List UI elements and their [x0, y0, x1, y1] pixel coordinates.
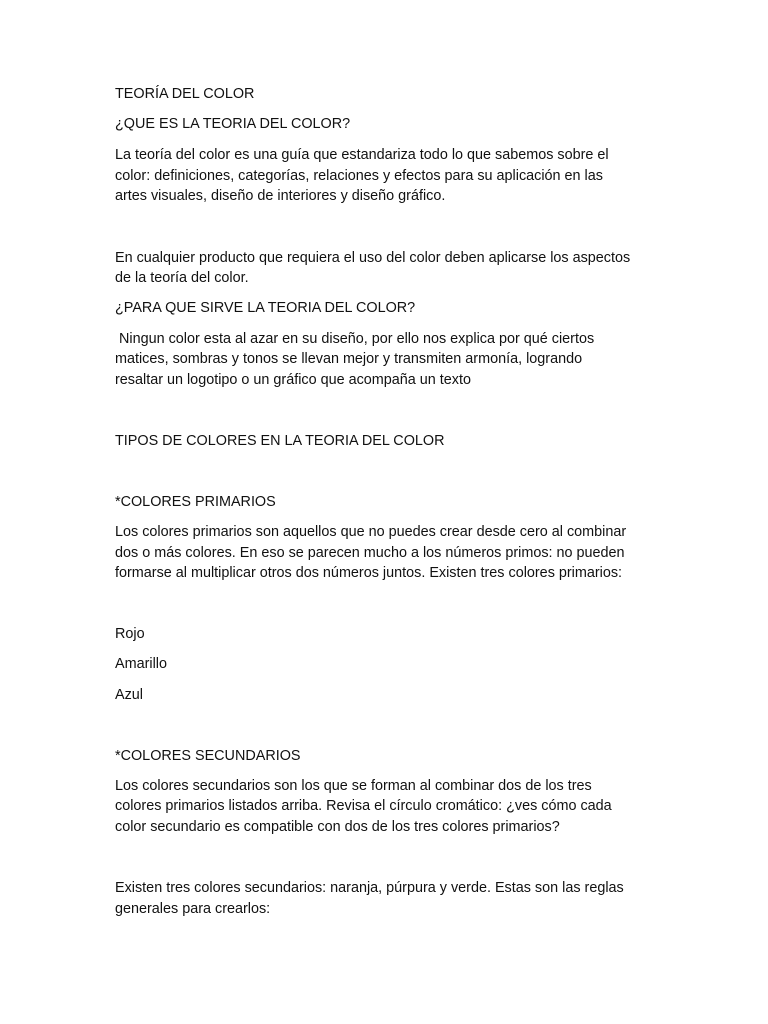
paragraph-definition-line: artes visuales, diseño de interiores y diseño gráfico. — [115, 188, 446, 204]
paragraph-primary-line: formarse al multiplicar otros dos números juntos. Existen tres colores primarios: — [115, 565, 623, 581]
paragraph-definition-line: color: definiciones, categorías, relaciones y efectos para su aplicación en las — [115, 168, 603, 184]
paragraph-purpose-line: resaltar un logotipo o un gráfico que acompaña un texto — [115, 372, 472, 388]
section-heading-types: TIPOS DE COLORES EN LA TEORIA DEL COLOR — [115, 433, 445, 449]
paragraph-rules-line: generales para crearlos: — [115, 901, 271, 917]
list-item-primary-color: Azul — [115, 687, 143, 703]
paragraph-application-line: En cualquier producto que requiera el uso del color deben aplicarse los aspectos — [115, 250, 631, 266]
section-heading-primary: *COLORES PRIMARIOS — [115, 494, 276, 510]
paragraph-secondary-line: Los colores secundarios son los que se forman al combinar dos de los tres — [115, 778, 592, 794]
paragraph-application-line: de la teoría del color. — [115, 270, 249, 286]
document-title: TEORÍA DEL COLOR — [115, 86, 255, 102]
paragraph-definition-line: La teoría del color es una guía que estandariza todo lo que sabemos sobre el — [115, 147, 609, 163]
list-item-primary-color: Rojo — [115, 626, 145, 642]
paragraph-purpose-line: Ningun color esta al azar en su diseño, por ello nos explica por qué ciertos — [115, 331, 595, 347]
paragraph-purpose-line: matices, sombras y tonos se llevan mejor y transmiten armonía, logrando — [115, 351, 583, 367]
paragraph-rules-line: Existen tres colores secundarios: naranja, púrpura y verde. Estas son las reglas — [115, 880, 624, 896]
list-item-primary-color: Amarillo — [115, 656, 167, 672]
paragraph-secondary-line: color secundario es compatible con dos de los tres colores primarios? — [115, 819, 560, 835]
paragraph-primary-line: Los colores primarios son aquellos que no puedes crear desde cero al combinar — [115, 524, 627, 540]
question-what-is: ¿QUE ES LA TEORIA DEL COLOR? — [115, 116, 351, 132]
section-heading-secondary: *COLORES SECUNDARIOS — [115, 748, 301, 764]
question-purpose: ¿PARA QUE SIRVE LA TEORIA DEL COLOR? — [115, 300, 416, 316]
paragraph-primary-line: dos o más colores. En eso se parecen mucho a los números primos: no pueden — [115, 545, 625, 561]
paragraph-secondary-line: colores primarios listados arriba. Revisa el círculo cromático: ¿ves cómo cada — [115, 798, 612, 814]
